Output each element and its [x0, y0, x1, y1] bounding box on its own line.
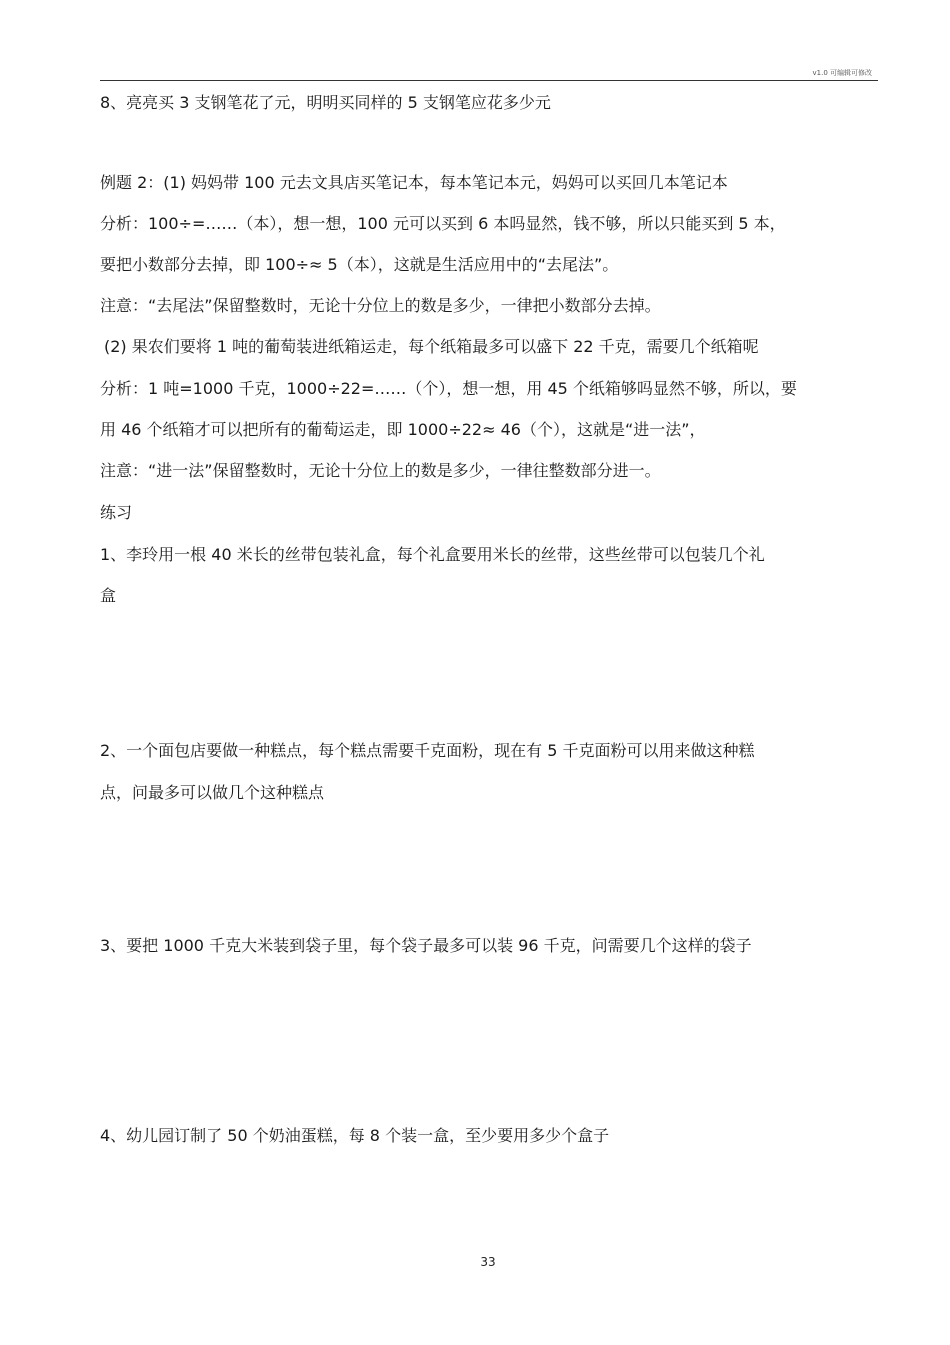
exercise-2-line-1: 2、一个面包店要做一种糕点，每个糕点需要千克面粉，现在有 5 千克面粉可以用来做这种糕: [100, 741, 755, 760]
page-number: 33: [480, 1255, 496, 1269]
analysis-2-line-1: 分析：1 吨=1000 千克，1000÷22=……（个），想一想，用 45 个纸箱够吗显然不够，所以，要: [100, 379, 797, 398]
exercise-heading: 练习: [100, 503, 133, 522]
header-version-tag: v1.0 可编辑可修改: [812, 69, 872, 77]
exercise-1-line-2: 盒: [100, 586, 117, 605]
problem-8: 8、亮亮买 3 支钢笔花了元，明明买同样的 5 支钢笔应花多少元: [100, 93, 551, 112]
note-1: 注意：“去尾法”保留整数时，无论十分位上的数是多少，一律把小数部分去掉。: [100, 296, 661, 315]
header-rule: [100, 80, 878, 81]
exercise-3: 3、要把 1000 千克大米装到袋子里，每个袋子最多可以装 96 千克，问需要几个这样的袋子: [100, 936, 752, 955]
example-2-part-2: (2) 果农们要将 1 吨的葡萄装进纸箱运走，每个纸箱最多可以盛下 22 千克，需要几个纸箱呢: [104, 337, 759, 356]
exercise-4: 4、幼儿园订制了 50 个奶油蛋糕，每 8 个装一盒，至少要用多少个盒子: [100, 1126, 610, 1145]
analysis-1-line-1: 分析：100÷=……（本），想一想，100 元可以买到 6 本吗显然，钱不够，所以只能买到 5 本，: [100, 214, 786, 233]
example-2-part-1: 例题 2：(1) 妈妈带 100 元去文具店买笔记本，每本笔记本元，妈妈可以买回几本笔记本: [100, 173, 728, 192]
analysis-2-line-2: 用 46 个纸箱才可以把所有的葡萄运走，即 1000÷22≈ 46（个），这就是“进一法”，: [100, 420, 706, 439]
analysis-1-line-2: 要把小数部分去掉，即 100÷≈ 5（本），这就是生活应用中的“去尾法”。: [100, 255, 619, 274]
exercise-1-line-1: 1、李玲用一根 40 米长的丝带包装礼盒，每个礼盒要用米长的丝带，这些丝带可以包装几个礼: [100, 545, 765, 564]
exercise-2-line-2: 点，问最多可以做几个这种糕点: [100, 783, 325, 802]
note-2: 注意：“进一法”保留整数时，无论十分位上的数是多少，一律往整数部分进一。: [100, 461, 661, 480]
